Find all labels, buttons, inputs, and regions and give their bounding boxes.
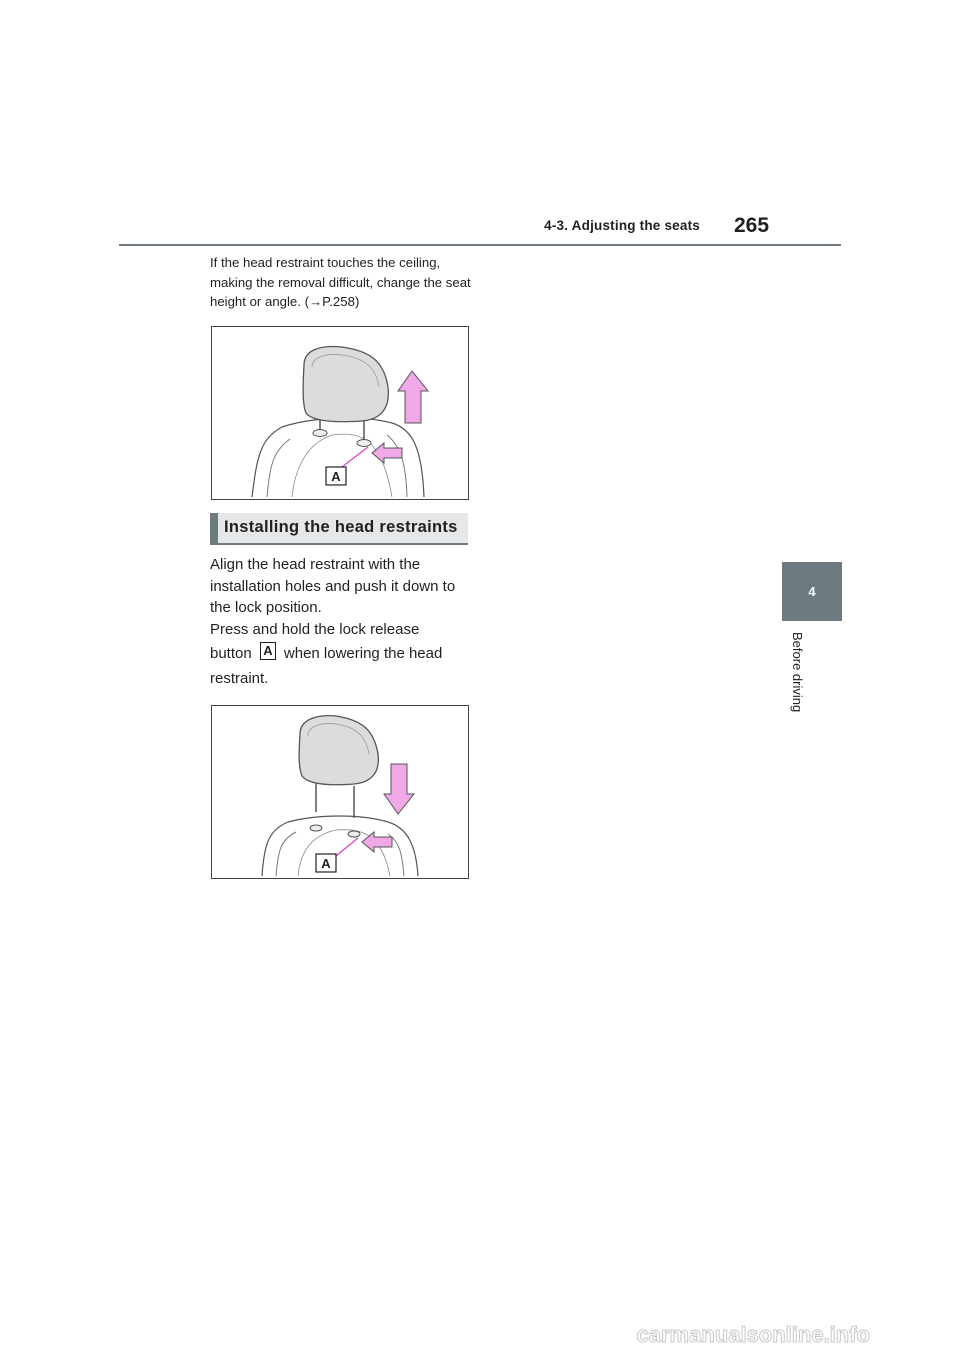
footer-watermark: [0, 1318, 960, 1358]
page-reference-link[interactable]: P.258: [322, 294, 355, 309]
chapter-tab[interactable]: [782, 562, 842, 621]
instruction-line: Align the head restraint with the installation holes and push it down to the lock position.: [210, 556, 456, 617]
callout-a: A: [331, 469, 341, 484]
header-rule: [119, 244, 841, 246]
install-instructions: [210, 554, 472, 690]
instruction-line: restraint.: [210, 670, 269, 688]
installation-illustration: [211, 705, 469, 879]
removal-drawing: [212, 327, 468, 499]
section-heading-text: Installing the head restraints: [224, 518, 458, 536]
arrow-glyph: →: [308, 294, 323, 309]
page-number: 265: [734, 214, 770, 237]
callout-badge: A: [260, 642, 276, 660]
section-title: 4-3. Adjusting the seats: [544, 218, 700, 233]
instruction-line: [210, 640, 472, 668]
chapter-title: Before driving: [790, 632, 805, 713]
ceiling-note: [210, 253, 472, 312]
button-word: button: [210, 645, 252, 663]
chapter-number: 4: [808, 584, 816, 599]
removal-illustration: [211, 326, 469, 500]
note-text-end: ): [354, 294, 360, 309]
instruction-line: Press and hold the lock release: [210, 620, 420, 638]
section-heading: [210, 513, 468, 545]
callout-a: A: [321, 856, 331, 871]
watermark-text: carmanualsonline.info: [636, 1322, 870, 1347]
installation-drawing: [212, 706, 468, 878]
instruction-text: when lowering the head: [283, 645, 443, 663]
note-text: If the head restraint touches the ceiling, making the removal difficult, change the seat height or angle. (: [210, 255, 471, 309]
